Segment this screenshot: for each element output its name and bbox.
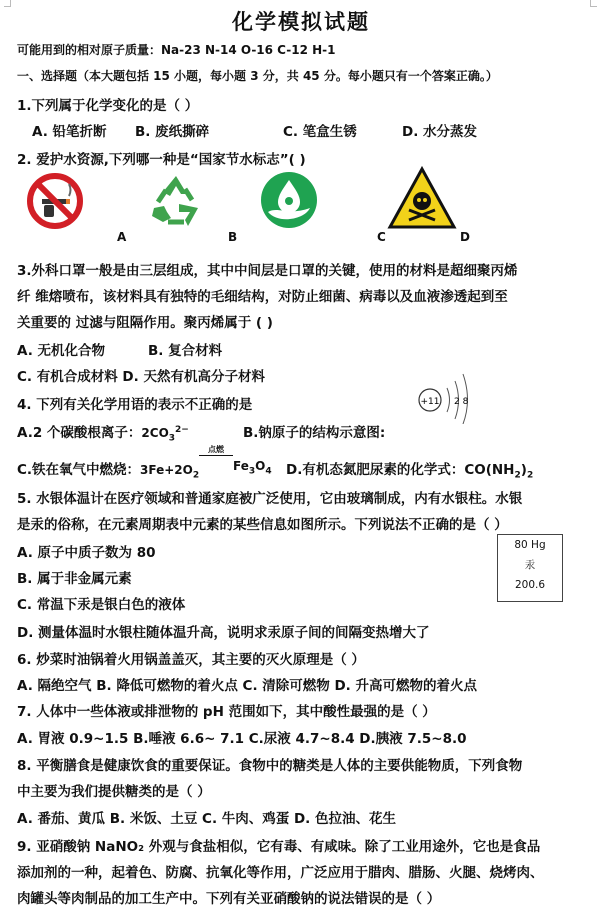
q2-label-a: A bbox=[117, 230, 127, 244]
q5-line-1: 5. 水银体温计在医疗领域和普通家庭被广泛使用，它由玻璃制成，内有水银柱。水银 bbox=[17, 491, 523, 507]
q2-stem: 2. 爱护水资源,下列哪一种是“国家节水标志”( ) bbox=[17, 152, 306, 168]
toxic-warning-icon bbox=[387, 166, 457, 230]
q2-label-d: D bbox=[460, 230, 470, 244]
q4-stem: 4. 下列有关化学用语的表示不正确的是 bbox=[17, 397, 253, 413]
q1-stem: 1.下列属于化学变化的是（ ） bbox=[17, 98, 199, 114]
q3-line-1: 3.外科口罩一般是由三层组成，其中中间层是口罩的关键，使用的材料是超细聚丙烯 bbox=[17, 263, 518, 279]
q4-option-a-text: A.2 个碳酸根离子： bbox=[17, 425, 142, 441]
q8-options: A. 番茄、黄瓜 B. 米饭、土豆 C. 牛肉、鸡蛋 D. 色拉油、花生 bbox=[17, 811, 397, 827]
water-saving-icon bbox=[258, 170, 320, 230]
q5-option-d: D. 测量体温时水银柱随体温升高，说明求汞原子间的间隔变热增大了 bbox=[17, 625, 430, 641]
q5-option-c: C. 常温下汞是银白色的液体 bbox=[17, 597, 186, 613]
q3-option-cd: C. 有机合成材料 D. 天然有机高分子材料 bbox=[17, 369, 265, 385]
atomic-masses: 可能用到的相对原子质量：Na-23 N-14 O-16 C-12 H-1 bbox=[17, 43, 336, 57]
q3-line-2: 纤 维熔喷布，该材料具有独特的毛细结构，对防止细菌、病毒以及血液渗透起到至 bbox=[17, 289, 508, 305]
section-heading: 一、选择题（本大题包括 15 小题，每小题 3 分，共 45 分。每小题只有一个答案正确。） bbox=[17, 69, 498, 83]
mercury-element-card bbox=[497, 534, 563, 602]
atom-nucleus: +11 bbox=[420, 397, 440, 407]
q5-option-a: A. 原子中质子数为 80 bbox=[17, 545, 156, 561]
q3-option-a: A. 无机化合物 bbox=[17, 343, 106, 359]
atom-shells: 2 8 bbox=[454, 397, 469, 407]
q8-line-2: 中主要为我们提供糖类的是（ ） bbox=[17, 784, 211, 800]
q4-option-a-formula: $2CO_3^{2-}$ bbox=[141, 425, 189, 444]
page-title: 化学模拟试题 bbox=[232, 10, 370, 34]
element-number-symbol: 80 Hg bbox=[514, 539, 546, 551]
q1-option-a: A. 铅笔折断 bbox=[32, 124, 107, 140]
q8-line-1: 8. 平衡膳食是健康饮食的重要保证。食物中的糖类是人体的主要供能物质，下列食物 bbox=[17, 758, 523, 774]
q7-options: A. 胃液 0.9~1.5 B.唾液 6.6~ 7.1 C.尿液 4.7~8.4 D.胰液 7.5~8.0 bbox=[17, 731, 467, 747]
q4-option-d: D.有机态氮肥尿素的化学式：$CO(NH_2)_2$ bbox=[286, 462, 534, 481]
no-smoking-icon bbox=[22, 172, 88, 230]
q2-label-c: C bbox=[377, 230, 386, 244]
reaction-condition: 点燃 bbox=[199, 444, 233, 456]
q1-option-c: C. 笔盒生锈 bbox=[283, 124, 357, 140]
q4-option-b: B.钠原子的结构示意图: bbox=[243, 425, 386, 441]
q3-option-b: B. 复合材料 bbox=[148, 343, 223, 359]
q9-line-2: 添加剂的一种，起着色、防腐、抗氧化等作用，广泛应用于腊肉、腊肠、火腿、烧烤肉、 bbox=[17, 865, 544, 881]
q6-stem: 6. 炒菜时油锅着火用锅盖盖灭，其主要的灭火原理是（ ） bbox=[17, 652, 365, 668]
q4-option-a bbox=[17, 421, 189, 443]
q6-options: A. 隔绝空气 B. 降低可燃物的着火点 C. 清除可燃物 D. 升高可燃物的着火点 bbox=[17, 678, 478, 694]
sodium-atom-diagram bbox=[414, 368, 476, 424]
q7-stem: 7. 人体中一些体液或排泄物的 pH 范围如下，其中酸性最强的是（ ） bbox=[17, 704, 436, 720]
element-name: 汞 bbox=[524, 559, 536, 571]
q5-option-b: B. 属于非金属元素 bbox=[17, 571, 132, 587]
q4-option-c-product: $Fe_3O_4$ bbox=[233, 459, 272, 477]
q9-line-3: 肉罐头等肉制品的加工生产中。下列有关亚硝酸钠的说法错误的是（ ） bbox=[17, 891, 441, 907]
q1-option-d: D. 水分蒸发 bbox=[402, 124, 478, 140]
q3-line-3: 关重要的 过滤与阻隔作用。聚丙烯属于 ( ) bbox=[17, 315, 273, 331]
q9-line-1: 9. 亚硝酸钠 NaNO₂ 外观与食盐相似，它有毒、有咸味。除了工业用途外，它也是食品 bbox=[17, 839, 541, 855]
q1-option-b: B. 废纸撕碎 bbox=[135, 124, 210, 140]
q2-label-b: B bbox=[228, 230, 238, 244]
q5-line-2: 是汞的俗称，在元素周期表中元素的某些信息如图所示。下列说法不正确的是（ ） bbox=[17, 517, 508, 533]
element-mass: 200.6 bbox=[514, 579, 546, 591]
recycle-icon bbox=[146, 170, 206, 230]
q4-option-c: C.铁在氧气中燃烧：$3Fe+2O_2$ bbox=[17, 462, 200, 481]
